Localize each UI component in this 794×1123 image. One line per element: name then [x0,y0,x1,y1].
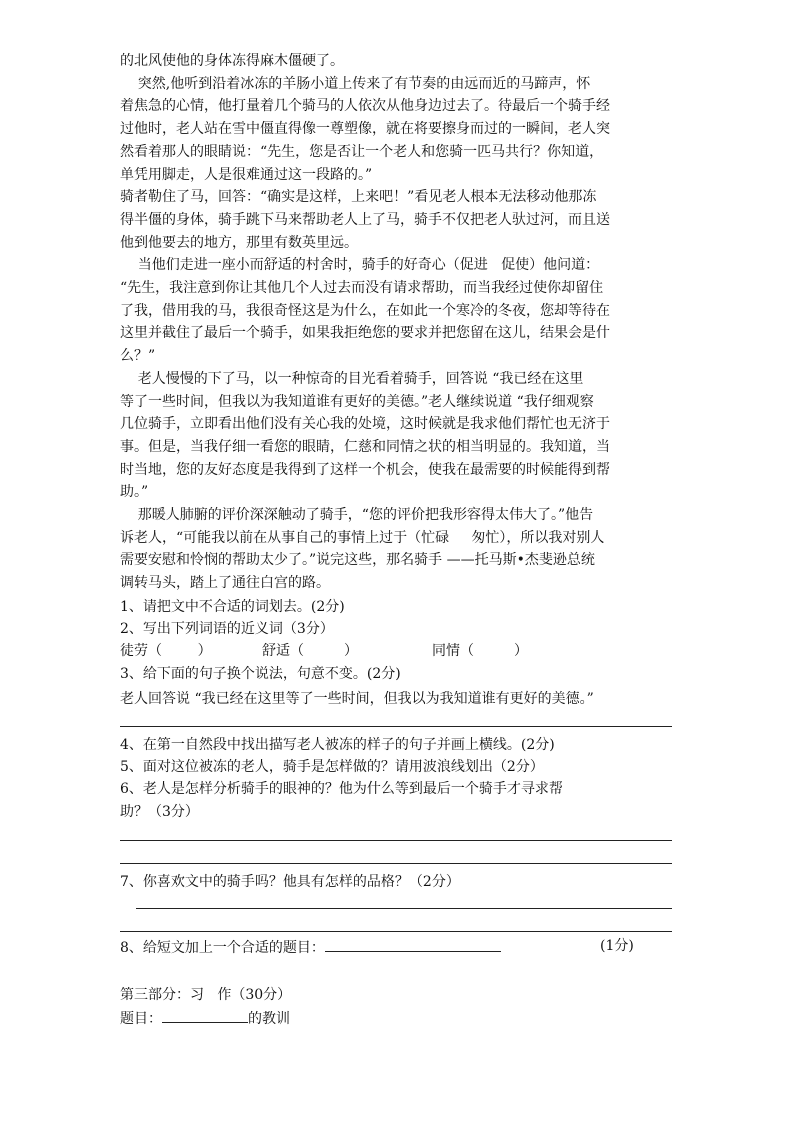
passage-line: 过他时，老人站在雪中僵直得像一尊塑像，就在将要擦身而过的一瞬间，老人突 [120,121,610,138]
passage-line: 单凭用脚走，人是很难通过这一段路的。” [120,166,373,183]
passage-line: 突然,他听到沿着冰冻的羊肠小道上传来了有节奏的由远而近的马蹄声，怀 [120,75,591,92]
passage-line: 那暖人肺腑的评价深深触动了骑手，“您的评价把我形容得太伟大了。”他告 [120,507,594,523]
question-1: 1、请把文中不合适的词划去。(2分) [120,599,345,615]
passage-line: “先生，我注意到你让其他几个人过去而没有请求帮助，而当我经过使你却留住 [120,280,604,296]
passage-line: 诉老人，“可能我以前在从事自己的事情上过于（忙碌 匆忙），所以我对别人 [120,529,605,546]
composition-title [120,1006,290,1028]
passage-line: 得半僵的身体，骑手跳下马来帮助老人上了马，骑手不仅把老人驮过河，而且送 [120,211,610,228]
answer-line-q6-1[interactable] [120,840,672,841]
question-3: 3、给下面的句子换个说法，句意不变。(2分) [120,666,401,682]
q3-sentence: 老人回答说 “我已经在这里等了一些时间，但我以为我知道谁有更好的美德。” [120,691,594,707]
passage-line: 当他们走进一座小而舒适的村舍时，骑手的好奇心（促进 促使）他问道： [120,257,600,274]
answer-line-q6-2[interactable] [120,863,672,864]
passage-line: 需要安慰和怜悯的帮助太少了。”说完这些，那名骑手 ——托马斯•杰斐逊总统 [120,552,595,569]
answer-line-q7-2[interactable] [120,931,672,932]
passage-line: 了我，借用我的马，我很奇怪这是为什么，在如此一个寒冷的冬夜，您却等待在 [120,302,610,319]
q2-item-1: 徒劳（ ） [120,643,212,659]
passage-line: 骑者勒住了马，回答：“确实是这样，上来吧！”看见老人根本无法移动他那冻 [120,189,597,206]
passage-line: 着焦急的心情，他打量着几个骑马的人依次从他身边过去了。待最后一个骑手经 [120,98,610,115]
question-8-text: 8、给短文加上一个合适的题目： [120,940,325,956]
composition-title-blank[interactable] [162,1006,248,1023]
answer-line-q3[interactable] [120,726,672,727]
passage-line: 这里并截住了最后一个骑手，如果我拒绝您的要求并把您留在这儿，结果会是什 [120,325,610,342]
passage-line: 的北风使他的身体冻得麻木僵硬了。 [120,53,344,69]
question-6-line-2: 助？（3分） [120,804,199,820]
passage-line: 老人慢慢的下了马，以一种惊奇的目光看着骑手，回答说 “我已经在这里 [120,370,584,387]
question-6-line-1: 6、老人是怎样分析骑手的眼神的？他为什么等到最后一个骑手才寻求帮 [120,781,563,797]
passage-line: 么？” [120,348,156,365]
answer-line-q7-1[interactable] [136,908,672,909]
composition-heading: 第三部分：习 作（30分） [120,987,292,1003]
passage-line: 时当地，您的友好态度是我得到了这样一个机会，使我在最需要的时候能得到帮 [120,461,610,478]
passage-line: 他到他要去的地方，那里有数英里远。 [120,234,358,251]
question-8 [120,935,501,957]
passage-line: 然看着那人的眼睛说：“先生，您是否让一个老人和您骑一匹马共行？你知道， [120,143,604,160]
q2-item-3: 同情（ ） [432,643,529,659]
question-4: 4、在第一自然段中找出描写老人被冻的样子的句子并画上横线。(2分) [120,737,555,753]
question-5: 5、面对这位被冻的老人，骑手是怎样做的？请用波浪线划出（2分） [120,759,544,775]
passage-line: 助。” [120,484,149,501]
passage-line: 等了一些时间，但我以为我知道谁有更好的美德。”老人继续说道 “我仔细观察 [120,393,594,410]
composition-title-prefix: 题目： [120,1011,162,1027]
question-2: 2、写出下列词语的近义词（3分） [120,621,334,637]
passage-line: 调转马头，踏上了通往白宫的路。 [120,575,330,592]
passage-line: 事。但是，当我仔细一看您的眼睛，仁慈和同情之状的相当明显的。我知道，当 [120,438,610,455]
question-8-score: (1分) [600,938,634,954]
passage-line: 几位骑手，立即看出他们没有关心我的处境，这时候就是我求他们帮忙也无济于 [120,416,610,433]
q2-item-2: 舒适（ ） [262,643,359,659]
question-7: 7、你喜欢文中的骑手吗？他具有怎样的品格？（2分） [120,874,460,890]
title-blank[interactable] [325,935,501,952]
composition-title-suffix: 的教训 [248,1011,290,1027]
